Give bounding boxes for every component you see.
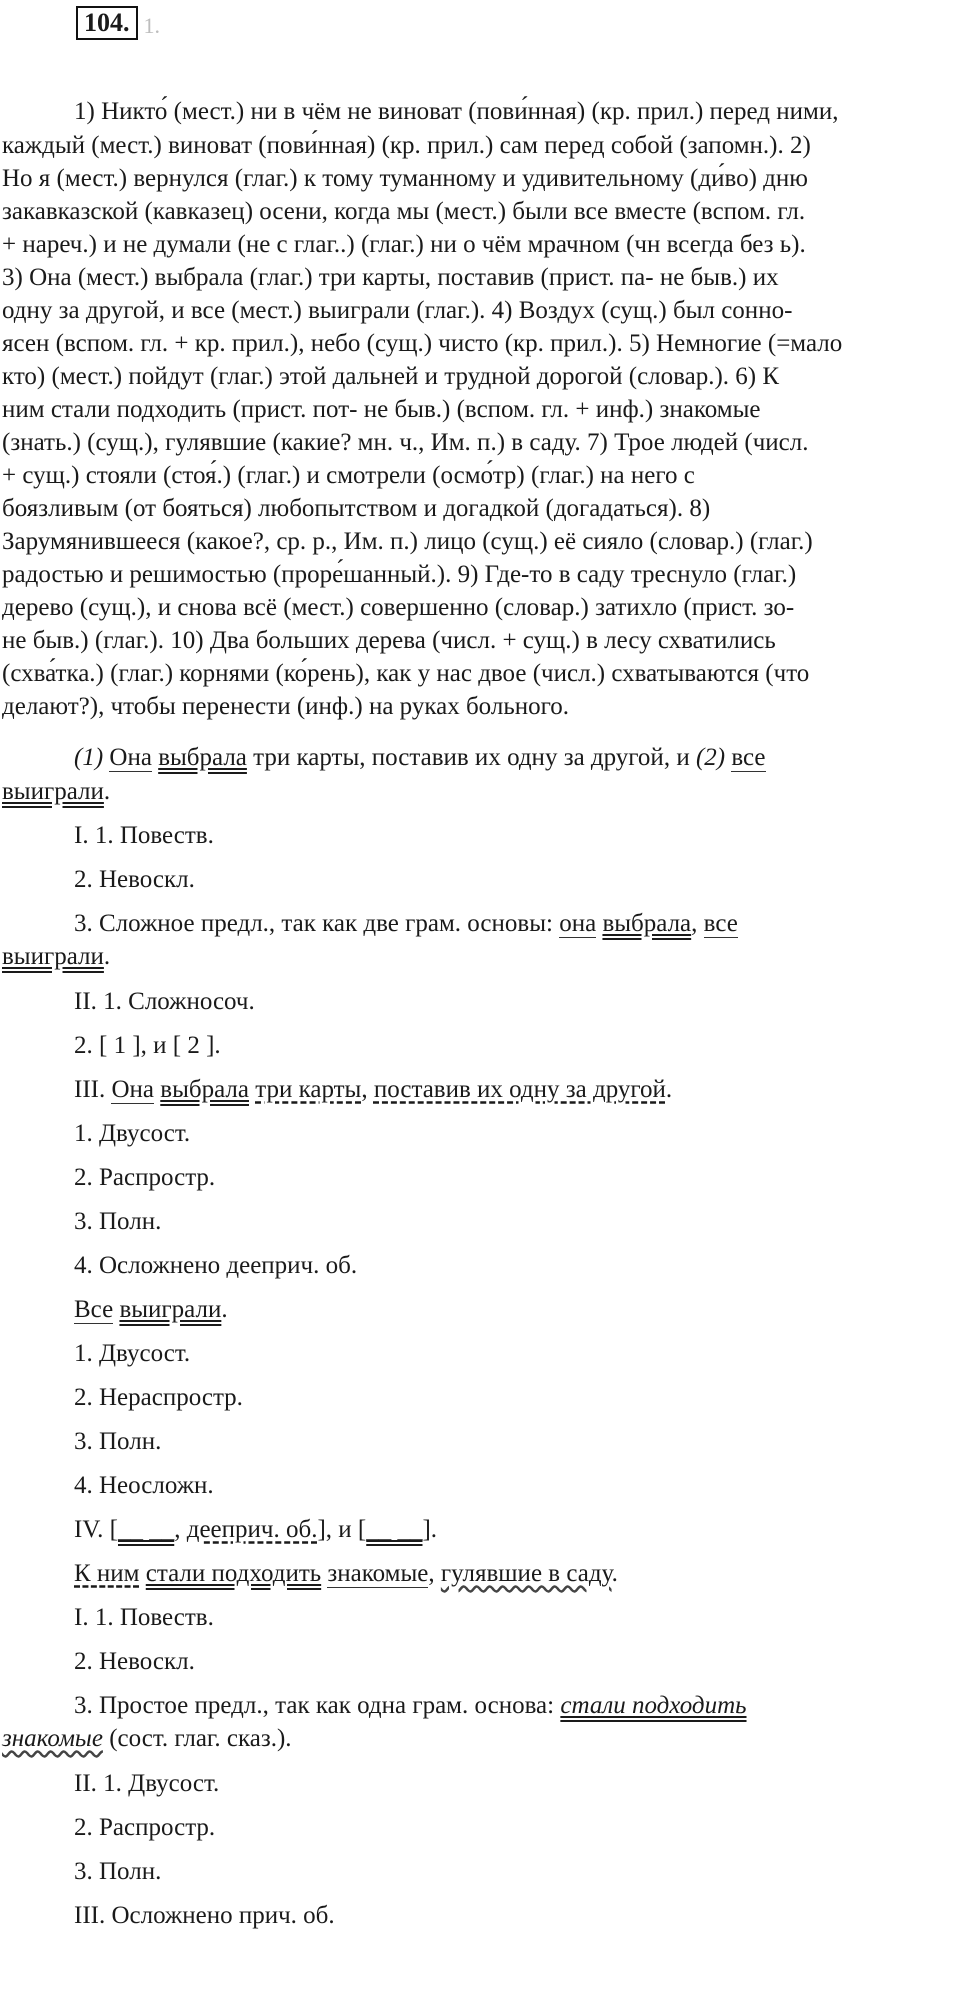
text-line: 3) Она (мест.) выбрала (глаг.) три карты, поставив (прист. па- не быв.) их <box>2 264 779 291</box>
scheme-part: , <box>174 1516 187 1543</box>
analysis-item: I. 1. Повеств. <box>74 822 214 849</box>
analysis-item: 2. Распростр. <box>74 1814 216 1841</box>
analysis-item: 4. Неосложн. <box>74 1472 214 1499</box>
sentence-line <box>2 775 960 808</box>
text-line: (знать.) (сущ.), гулявшие (какие? мн. ч., Им. п.) в саду. 7) Трое людей (числ. <box>2 429 809 456</box>
analysis-item: 2. Нераспростр. <box>74 1384 243 1411</box>
text-line: Зарумянившееся (какое?, ср. р., Им. п.) лицо (сущ.) её сияло (словар.) (глаг.) <box>2 528 813 555</box>
base-predicate: выиграли <box>2 943 104 970</box>
analysis-item: выиграли. <box>2 943 111 970</box>
text-line: делают?), чтобы перенести (инф.) на руках больного. <box>2 693 569 720</box>
text-line: боязливым (от бояться) любопытством и догадкой (догадаться). 8) <box>2 495 711 522</box>
base-subject: она <box>559 910 597 937</box>
base-predicate: стали подходить <box>560 1692 747 1719</box>
predicate: выиграли <box>2 778 104 805</box>
punct: . <box>103 778 111 805</box>
sentence-text: три карты, поставив их одну за другой, и <box>253 744 690 771</box>
base-predicate: выбрала <box>602 910 692 937</box>
object: три карты <box>255 1076 362 1103</box>
analysis-item: II. 1. Сложносоч. <box>74 988 255 1015</box>
sentence-line <box>74 741 944 774</box>
subject: знакомые <box>327 1560 429 1587</box>
exercise-part: 1. <box>143 13 160 38</box>
analysis-item: 4. Осложнено дееприч. об. <box>74 1252 358 1279</box>
analysis-item: 2. Невоскл. <box>74 1648 195 1675</box>
text-line: одну за другой, и все (мест.) выиграли (глаг.). 4) Воздух (сущ.) был сонно- <box>2 297 793 324</box>
text-line: кто) (мест.) пойдут (глаг.) этой дальней и трудной дорогой (словар.). 6) К <box>2 363 780 390</box>
predicate: выбрала <box>160 1076 249 1103</box>
analysis-item: II. 1. Двусост. <box>74 1770 220 1797</box>
analysis-item: 3. Полн. <box>74 1858 162 1885</box>
text-line: (схва́тка.) (глаг.) корнями (ко́рень), как у нас двое (числ.) схватываются (что <box>2 660 810 687</box>
text-line: ясен (вспом. гл. + кр. прил.), небо (сущ.) чисто (кр. прил.). 5) Немногие (=мало <box>2 330 843 357</box>
predicate: стали подходить <box>145 1560 322 1587</box>
analysis-item <box>74 1689 944 1722</box>
clause-marker: (2) <box>695 744 726 771</box>
analysis-item: 3. Полн. <box>74 1428 162 1455</box>
text-line: + нареч.) и не думали (не с глаг..) (глаг.) ни о чём мрачном (чн всегда без ь). <box>2 231 806 258</box>
text-line: ним стали подходить (прист. пот- не быв.) (вспом. гл. + инф.) знакомые <box>2 396 761 423</box>
exercise-number: 104. <box>76 6 138 40</box>
base-subject: все <box>703 910 738 937</box>
analysis-item: 1. Двусост. <box>74 1120 191 1147</box>
sentence-line: К ним стали подходить знакомые, гулявшие в саду. <box>74 1560 618 1587</box>
scheme-part: ]. <box>422 1516 438 1543</box>
adverbial: К ним <box>74 1560 140 1587</box>
text-line: Но я (мест.) вернулся (глаг.) к тому туманному и удивительному (ди́во) дню <box>2 165 808 192</box>
text-line: каждый (мест.) виноват (пови́нная) (кр. прил.) сам перед собой (запомн.). 2) <box>2 132 811 159</box>
punct: . <box>221 1296 228 1323</box>
scheme-part: IV. [ <box>74 1516 118 1543</box>
item-text: 3. Сложное предл., так как две грам. основы: <box>74 910 553 937</box>
part-label: III. <box>74 1076 106 1103</box>
participle-clause: гулявшие в саду <box>440 1560 612 1587</box>
analysis-item: 3. Полн. <box>74 1208 162 1235</box>
clause-marker: (1) <box>74 744 104 771</box>
item-text: 3. Простое предл., так как одна грам. основа: <box>74 1692 555 1719</box>
text-line: + сущ.) стояли (стоя́.) (глаг.) и смотрели (осмо́тр) (глаг.) на него с <box>2 462 695 489</box>
scheme-base: __ __ <box>366 1516 423 1543</box>
analysis-item: I. 1. Повеств. <box>74 1604 214 1631</box>
analysis-item: 2. Распростр. <box>74 1164 216 1191</box>
base-subject: знакомые <box>2 1725 103 1752</box>
text-line: закавказской (кавказец) осени, когда мы (мест.) были все вместе (вспом. гл. <box>2 198 806 225</box>
predicate: выиграли <box>119 1296 222 1323</box>
sentence-scheme <box>74 1513 944 1546</box>
parse-line <box>74 1293 944 1326</box>
punct: . <box>665 1076 673 1103</box>
scheme-part: ], и [ <box>317 1516 367 1543</box>
analysis-item: III. Осложнено прич. об. <box>74 1902 335 1929</box>
analysis-item: 1. Двусост. <box>74 1340 191 1367</box>
analysis-item <box>2 1722 960 1755</box>
text-line: дерево (сущ.), и снова всё (мест.) совершенно (словар.) затихло (прист. зо- <box>2 594 795 621</box>
scheme-clause: дееприч. об. <box>186 1516 318 1543</box>
subject: Все <box>74 1296 114 1323</box>
item-text: (сост. глаг. сказ.). <box>109 1725 292 1752</box>
subject: Она <box>111 1076 155 1103</box>
subject: все <box>731 744 766 771</box>
analysis-item: 3. Сложное предл., так как две грам. основы: она выбрала, все <box>74 910 738 937</box>
predicate: выбрала <box>158 744 247 771</box>
analysis-item: 2. [ 1 ], и [ 2 ]. <box>74 1032 221 1059</box>
text-line: радостью и решимостью (проре́шанный.). 9) Где-то в саду треснуло (глаг.) <box>2 561 797 588</box>
punct: . <box>611 1560 618 1587</box>
exercise-header <box>76 6 160 40</box>
scheme-base: __ __ <box>117 1516 175 1543</box>
participle-clause: поставив их одну за другой <box>373 1076 666 1103</box>
parse-line: III. Она выбрала три карты, поставив их одну за другой. <box>74 1076 673 1103</box>
text-line: не быв.) (глаг.). 10) Два больших дерева (числ. + сущ.) в лесу схватились <box>2 627 776 654</box>
subject: Она <box>109 744 152 771</box>
analysis-item: 2. Невоскл. <box>74 866 195 893</box>
text-line: 1) Никто́ (мест.) ни в чём не виноват (пови́нная) (кр. прил.) перед ними, <box>74 98 839 125</box>
